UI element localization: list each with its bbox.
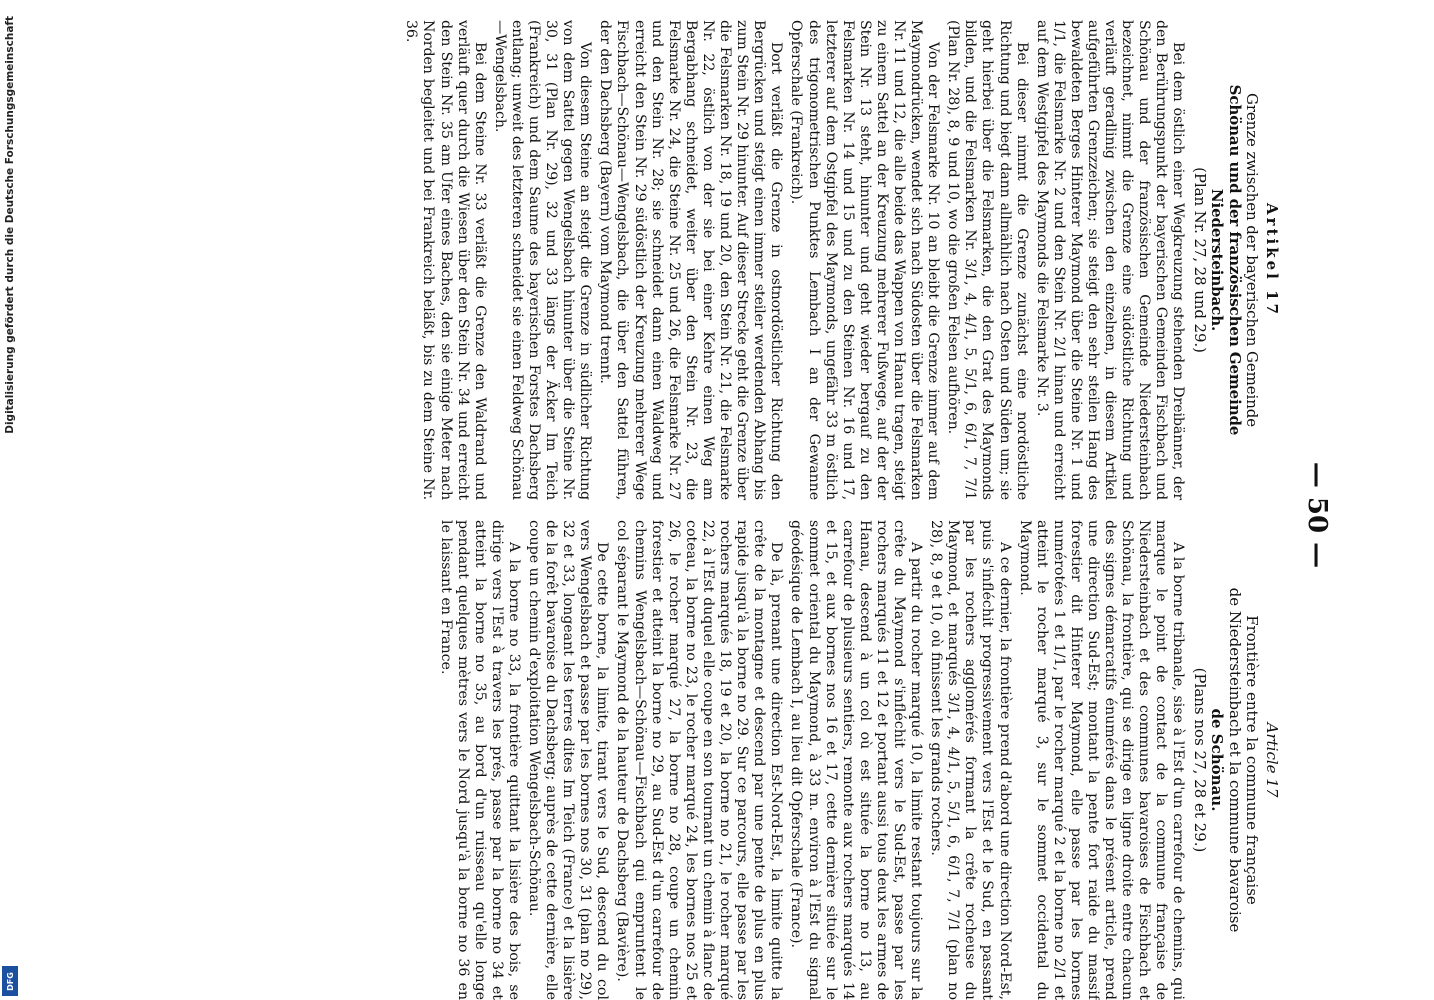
french-plans: (Plans nos 27, 28 et 29.) [1191,667,1209,853]
french-paragraph-6: A la borne no 33, la frontière quittant la lisière des bois, se dirige vers l'Est à travers les prés, passe par la borne no 34 et atteint la borne no 35, au bord d'un ruisseau qu'elle longe pendant quelques mètres vers le Nord jusqu'à la borne no 36 en le laissant en France. [437,520,522,1000]
french-paragraph-3: A partir du rocher marqué 10, la limite restant toujours sur la crête du Maymond s'infléchit vers le Sud-Est, passe par les rochers marqués 11 et 12 et portant aussi tous deux les armes de Hanau, descend à un col où est située la borne no 13, au carrefour de plusieurs sentiers, remonte aux rochers marqués 14 et 15, et aux bornes nos 16 et 17, cette dernière située sur le sommet oriental du Maymond, à 33 m. environ à l'Est du signal géodésique de Lembach I, au lieu dit Opferschale (France). [788,520,925,1000]
digitization-credit-text: Digitalisierung gefördert durch die Deutsche Forschungsgemeinschaft [4,16,16,434]
french-paragraph-1: A la borne tribanale, sise à l'Est d'un carrefour de chemins, qui marque le point de contact de la commune française de Niedersteinbach et des communes bavaroises de Fischbach et Schönau, la frontière, qui se dirige en ligne droite entre chacun des signes démarcatifs énumérés dans le présent article, prend une direction Sud-Est; montant la pente fort raide du massif forestier dit Hinterer Maymond, elle passe par les bornes numérotées 1 et 1/1, par le rocher marqué 2 et la borne no 2/1 et atteint le rocher marqué 3, sur le sommet occidental du Maymond. [1016,520,1187,1000]
rotated-document-page [100,10,1340,1000]
french-paragraph-4: De là, prenant une direction Est-Nord-Est, la limite quitte la crête de la montagne et descend par une pente de plus en plus rapide jusqu'à la borne no 29. Sur ce parcours, elle passe par les rochers marqués 18, 19 et 20, la borne no 21, le rocher marqué 22, à l'Est duquel elle coupe en son tournant un chemin à flanc de coteau, la borne no 23, le rocher marqué 24, les bornes nos 25 et 26, le rocher marqué 27, la borne no 28, coupe un chemin forestier et atteint la borne no 29, au Sud-Est d'un carrefour de chemins Wengelsbach—Schönau—Fischbach qui empruntent le col séparant le Maymond de la hauteur de Dachsberg (Bavière). [614,520,785,1000]
german-title-line-2: Schönau und der französischen Gemeinde [1226,84,1244,436]
french-article-heading: Article 17 [1263,722,1281,798]
french-column [433,520,1280,1000]
german-paragraph-1: Bei dem östlich einer Wegkreuzung stehenden Dreibänner, der den Berührungspunkt der bayerischen Gemeinden Fischbach und Schönau und der französischen Gemeinde Niedersteinbach bezeichnet, nimmt die Grenze eine südöstliche Richtung und verläuft geradlinig zwischen den einzelnen, in diesem Artikel aufgeführten Grenzzeichen; sie steigt den sehr steilen Hang des bewaldeten Berges Hinterer Maymond über die Steine Nr. 1 und 1/1, die Felsmarke Nr. 2 und den Stein Nr. 2/1 hinan und erreicht auf dem Westgipfel des Maymonds die Felsmarke Nr. 3. [1033,20,1187,500]
german-plans: (Plan Nr. 27, 28 und 29.) [1191,167,1209,353]
german-paragraph-2: Bei dieser nimmt die Grenze zunächst eine nordöstliche Richtung und biegt dann allmählich nach Osten und Süden um; sie geht hierbei über die Felsmarken, die den Grat des Maymonds bilden, und die Felsmarken Nr. 3/1, 4, 4/1, 5, 5/1, 6, 6/1, 7, 7/1 (Plan Nr. 28), 8, 9 und 10, wo die großen Felsen aufhören. [945,20,1030,500]
german-paragraph-6: Bei dem Steine Nr. 33 verläßt die Grenze den Waldrand und verläuft quer durch die Wiesen über den Stein Nr. 34 und erreicht den Stein Nr. 35 am Ufer eines Baches, den sie einige Meter nach Norden begleitet und bei Frankreich beläßt, bis zu dem Steine Nr. 36. [403,20,488,500]
german-paragraph-3: Von der Felsmarke Nr. 10 an bleibt die Grenze immer auf dem Maymondrücken, wendet sich nach Südosten über die Felsmarken Nr. 11 und 12, die alle beide das Wappen von Hanau tragen, steigt zu einem Sattel an der Kreuzung mehrerer Fußwege, auf der der Stein Nr. 13 steht, hinunter und geht wieder bergauf zu den Felsmarken Nr. 14 und 15 und zu den Steinen Nr. 16 und 17, letzterer auf dem Ostgipfel des Maymonds, ungefähr 33 m östlich des trigonometrischen Punktes Lembach I an der Gewanne Opferschale (Frankreich). [788,20,942,500]
german-paragraph-5: Von diesem Steine an steigt die Grenze in südlicher Richtung von dem Sattel gegen Wengelsbach hinunter über die Steine Nr. 30, 31 (Plan Nr. 29), 32 und 33 längs der Äcker Im Teich (Frankreich) und dem Saume des bayerischen Forstes Dachsberg entlang; unweit des letzteren schneidet sie einen Feldweg Schönau—Wengelsbach. [491,20,594,500]
french-paragraph-2: A ce dernier, la frontière prend d'abord une direction Nord-Est, puis s'infléchit progressivement vers l'Est et le Sud, en passant par les rochers agglomérés formant la crête rocheuse du Maymond, et marqués 3/1, 4, 4/1, 5, 5/1, 6, 6/1, 7, 7/1 (plan no 28), 8, 9 et 10, où finissent les grands rochers. [928,520,1013,1000]
digitization-credit-strip [0,0,22,1000]
french-title-line-2: de Niedersteinbach et la commune bavaroise [1226,587,1244,933]
french-title-line-3: de Schönau. [1208,708,1227,812]
french-title-line-1: Frontière entre la commune française [1243,615,1262,905]
german-title-line-1: Grenze zwischen der bayerischen Gemeinde [1243,92,1262,428]
french-paragraph-5: De cette borne, la limite, tirant vers le Sud, descend du col vers Wengelsbach et passe par les bornes nos 30, 31 (plan no 29), 32 et 33, longeant les terres dites Im Teich (France) et la lisière de la forêt bavaroise du Dachsberg; auprès de cette dernière, elle coupe un chemin d'exploitation Wengelsbach-Schönau. [526,520,611,1000]
german-article-heading: Artikel 17 [1263,203,1281,317]
german-paragraph-4: Dort verläßt die Grenze in ostnordöstlicher Richtung den Bergrücken und steigt einen immer steiler werdenden Abhang bis zum Stein Nr. 29 hinunter. Auf dieser Strecke geht die Grenze über die Felsmarken Nr. 18, 19 und 20, den Stein Nr. 21, die Felsmarke Nr. 22, östlich von der sie bei einer Kehre einen Weg am Bergabhang schneidet, weiter über den Stein Nr. 23, die Felsmarke Nr. 24, die Steine Nr. 25 und 26, die Felsmarke Nr. 27 und den Stein Nr. 28; sie schneidet dann einen Waldweg und erreicht den Stein Nr. 29 südöstlich der Kreuzung mehrerer Wege Fischbach—Schönau—Wengelsbach, die über den Sattel führen, der den Dachsberg (Bayern) vom Maymond trennt. [597,20,785,500]
german-title-line-3: Niedersteinbach. [1208,188,1227,332]
german-column [399,20,1280,500]
dfg-logo-text: DFG [5,971,15,991]
dfg-logo-icon [2,966,18,996]
page-number: — 50 — [1302,461,1332,569]
